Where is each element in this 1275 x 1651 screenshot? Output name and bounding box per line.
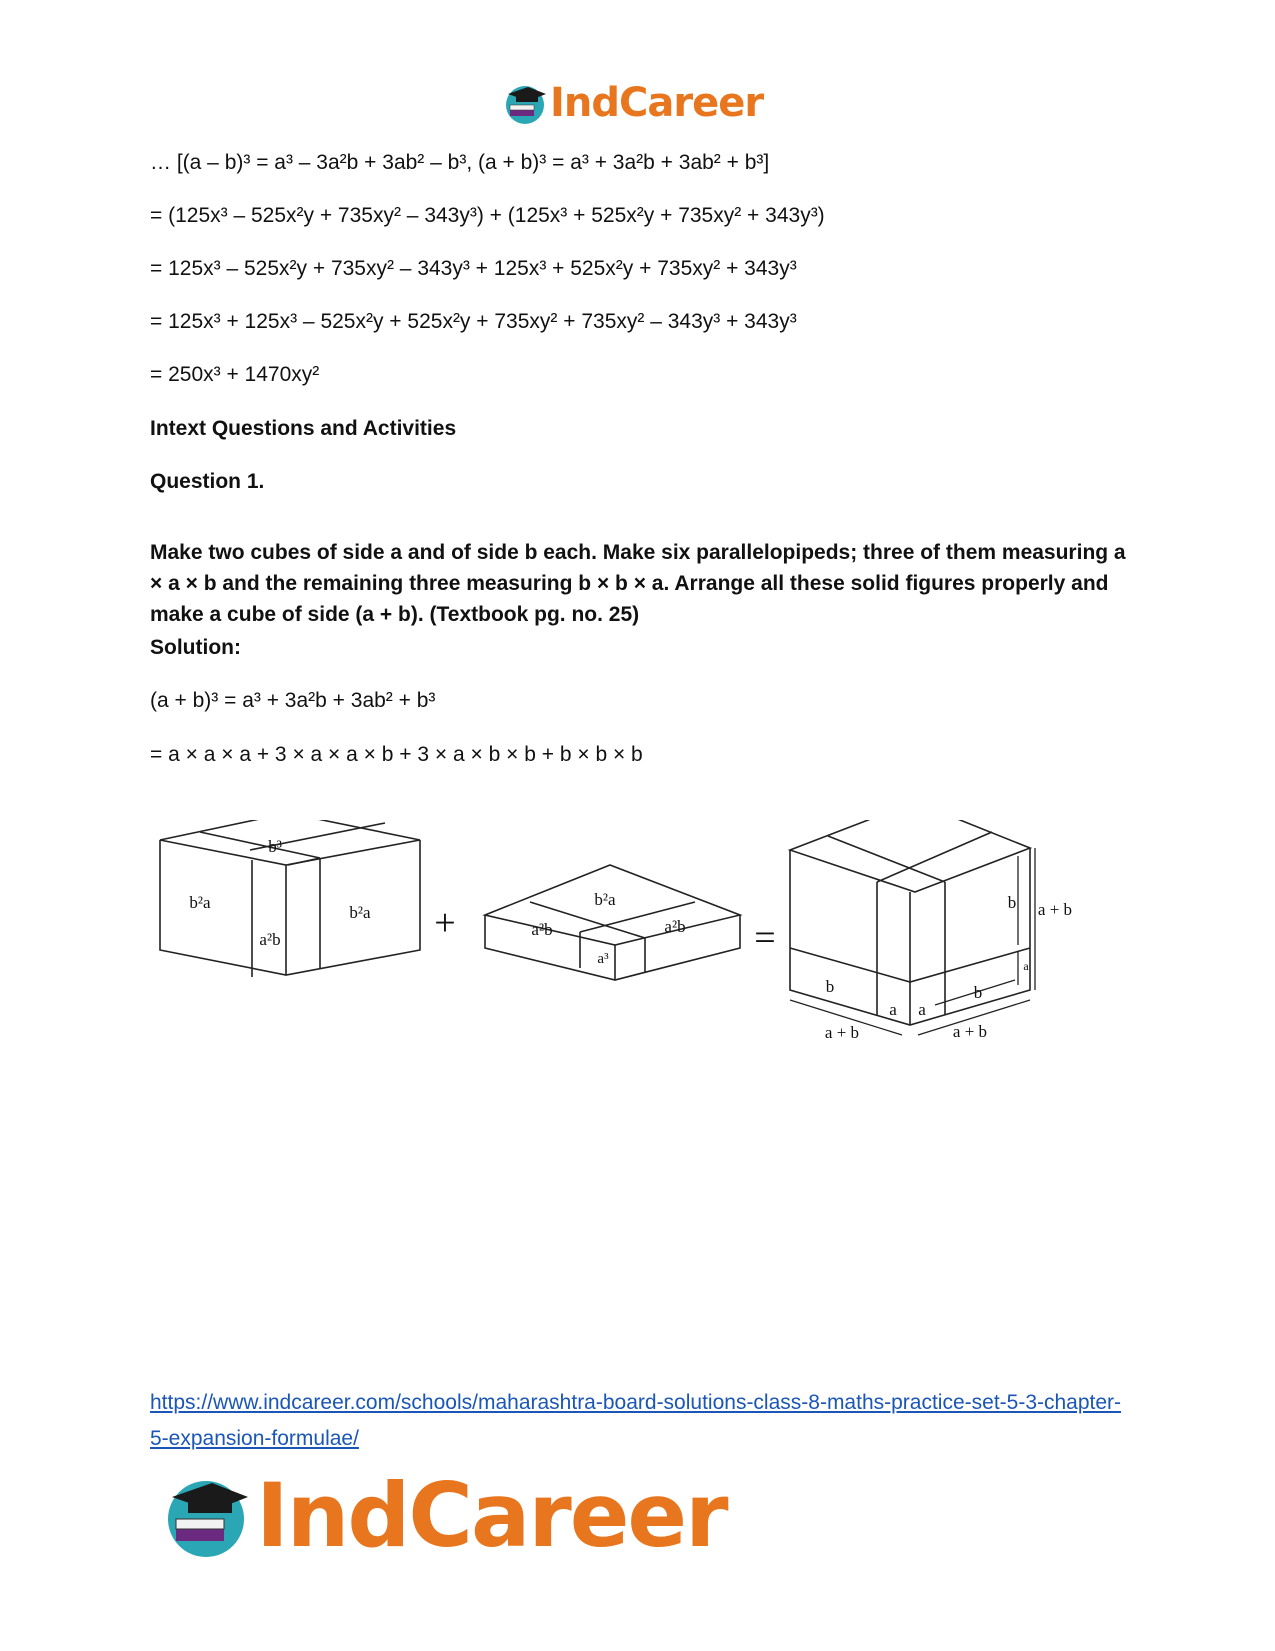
label-a2b-middle: a²b	[259, 930, 281, 949]
graduation-cap-icon	[160, 1469, 252, 1561]
label-a2b-slab-left: a²b	[531, 920, 553, 939]
graduation-cap-icon	[502, 80, 548, 126]
label-a-front-2: a	[918, 1000, 926, 1019]
equation-line: = (125x³ – 525x²y + 735xy² – 343y³) + (125x³ + 525x²y + 735xy² + 343y³)	[150, 204, 825, 227]
label-a-front-1: a	[889, 1000, 897, 1019]
label-a-cubed: a³	[597, 951, 609, 967]
question-text: Make two cubes of side a and of side b each. Make six parallelopipeds; three of them measuring a × a × b and the remaining three measuring b × b × a. Arrange all these solid figures properly and make a cube of side (a + b). (Textbook pg. no. 25)	[150, 541, 1126, 626]
label-b2a-slab: b²a	[594, 890, 616, 909]
header-logo	[502, 78, 763, 128]
footer-logo	[160, 1465, 727, 1565]
label-ab-side: a + b	[952, 1022, 988, 1041]
label-ab-front: a + b	[824, 1023, 860, 1042]
cube-diagram	[150, 820, 1130, 1100]
equals-sign: =	[754, 917, 776, 959]
source-link[interactable]: https://www.indcareer.com/schools/maharashtra-board-solutions-class-8-maths-practice-set-5-3-chapter-5-expansion-formulae/	[150, 1391, 1122, 1450]
solution-line: = a × a × a + 3 × a × a × b + 3 × a × b × b + b × b × b	[150, 743, 643, 766]
plus-sign: +	[434, 902, 456, 944]
equation-line: = 125x³ – 525x²y + 735xy² – 343y³ + 125x³ + 525x²y + 735xy² + 343y³	[150, 257, 797, 280]
label-ab-height: a + b	[1037, 900, 1073, 919]
equation-line: … [(a – b)³ = a³ – 3a²b + 3ab² – b³, (a + b)³ = a³ + 3a²b + 3ab² + b³]	[150, 151, 770, 174]
label-b-cubed: b³	[268, 837, 282, 856]
label-b2a-right: b²a	[349, 903, 371, 922]
equation-line: = 250x³ + 1470xy²	[150, 363, 320, 386]
label-b-side: b	[973, 983, 983, 1002]
solution-line: (a + b)³ = a³ + 3a²b + 3ab² + b³	[150, 689, 436, 712]
logo-text: IndCareer	[256, 1463, 727, 1567]
label-b2a-left: b²a	[189, 893, 211, 912]
label-a2b-slab-right: a²b	[664, 917, 686, 936]
solution-label: Solution:	[150, 636, 241, 659]
label-b-front: b	[825, 977, 835, 996]
equation-line: = 125x³ + 125x³ – 525x²y + 525x²y + 735xy² + 735xy² – 343y³ + 343y³	[150, 310, 797, 333]
label-a-height: a	[1023, 959, 1029, 973]
label-b-height: b	[1007, 893, 1017, 912]
cube-figure	[150, 820, 1130, 1100]
logo-text: IndCareer	[550, 80, 764, 126]
section-heading: Intext Questions and Activities	[150, 417, 457, 440]
question-label: Question 1.	[150, 470, 265, 493]
